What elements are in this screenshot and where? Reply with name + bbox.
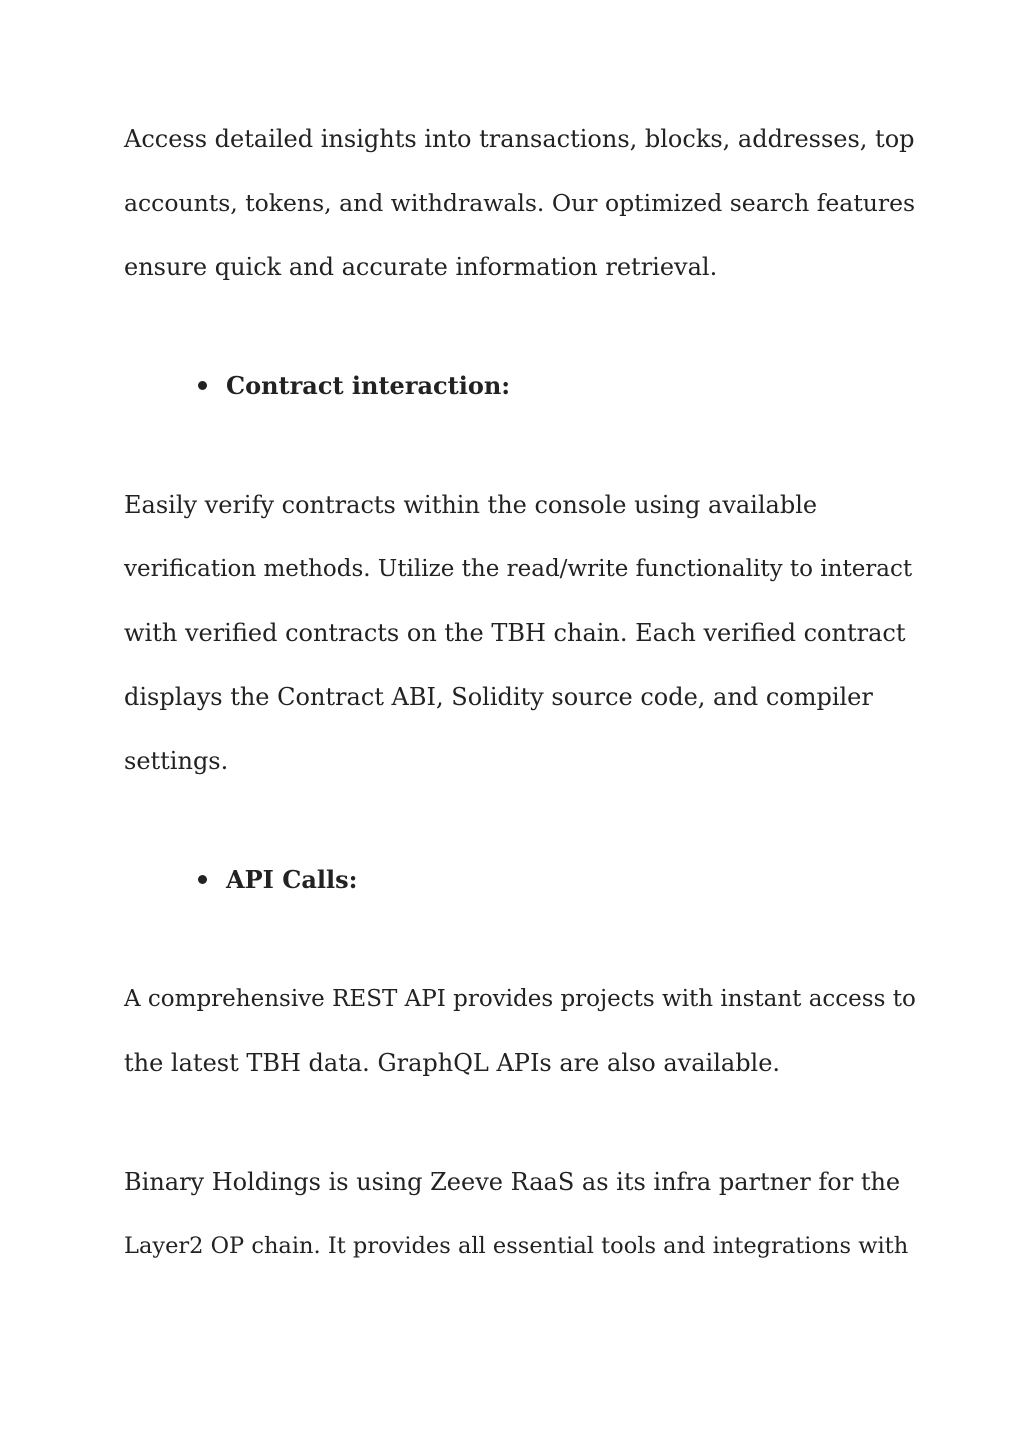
bullet-dot-icon bbox=[198, 381, 207, 390]
text-line: Easily verify contracts within the console using available bbox=[124, 491, 818, 519]
paragraph-contract-interaction bbox=[124, 473, 924, 793]
text-line: verification methods. Utilize the read/write functionality to interact bbox=[124, 556, 913, 582]
text-line: A comprehensive REST API provides projects with instant access to bbox=[124, 986, 916, 1012]
text-line: ensure quick and accurate information retrieval. bbox=[124, 253, 718, 281]
bullet-label: API Calls: bbox=[226, 864, 358, 894]
paragraph-insights bbox=[124, 107, 924, 299]
text-line: accounts, tokens, and withdrawals. Our optimized search features bbox=[124, 189, 916, 217]
bullet-dot-icon bbox=[198, 875, 207, 884]
paragraph-infra-partner bbox=[124, 1150, 924, 1278]
bullet-contract-interaction bbox=[196, 365, 510, 405]
text-line: settings. bbox=[124, 747, 229, 775]
bullet-api-calls bbox=[196, 859, 358, 899]
text-line: with verified contracts on the TBH chain. Each verified contract bbox=[124, 619, 906, 647]
text-line: Access detailed insights into transactions, blocks, addresses, top bbox=[124, 125, 915, 153]
text-line: Layer2 OP chain. It provides all essential tools and integrations with bbox=[124, 1233, 909, 1259]
text-line: displays the Contract ABI, Solidity source code, and compiler bbox=[124, 683, 873, 711]
text-line: the latest TBH data. GraphQL APIs are also available. bbox=[124, 1049, 781, 1077]
bullet-label: Contract interaction: bbox=[226, 370, 511, 400]
text-line: Binary Holdings is using Zeeve RaaS as its infra partner for the bbox=[124, 1168, 901, 1196]
paragraph-api-calls bbox=[124, 967, 924, 1095]
